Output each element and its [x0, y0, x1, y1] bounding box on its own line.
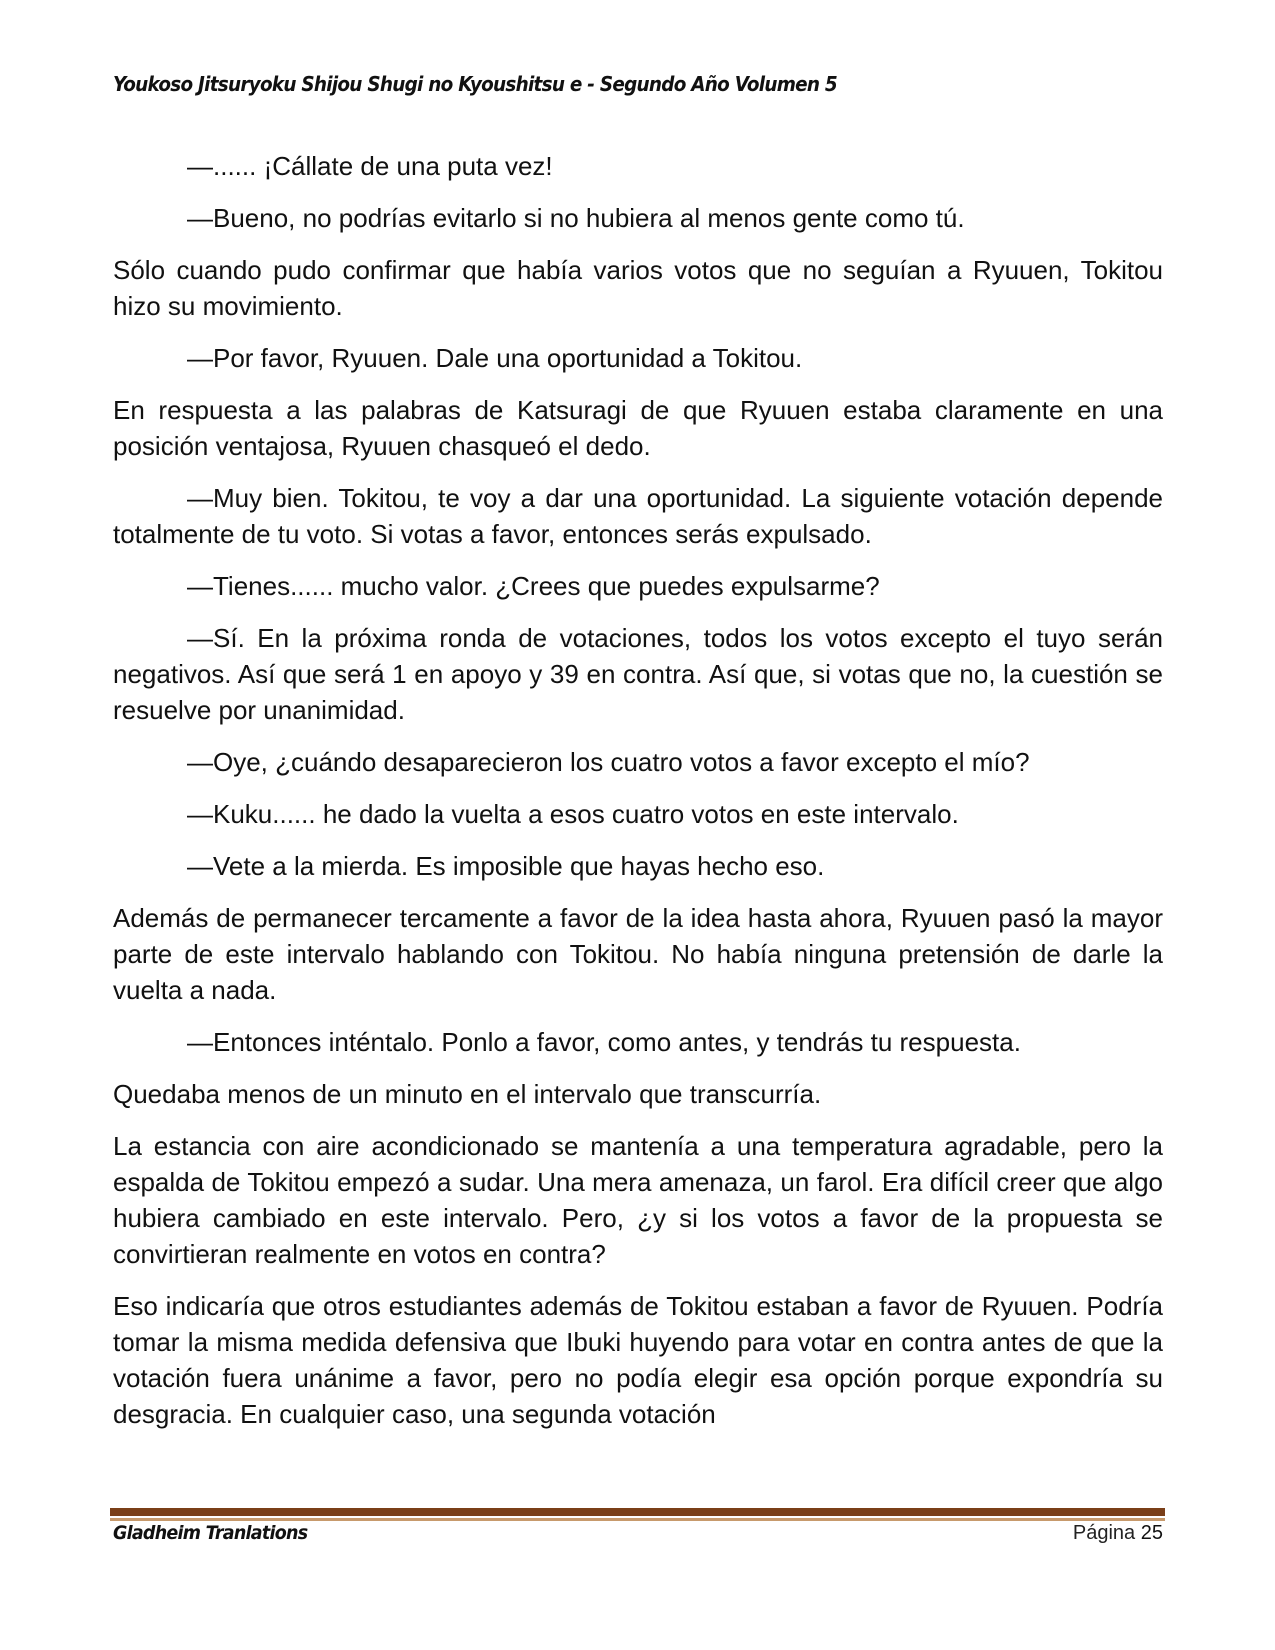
dialogue-paragraph: —Bueno, no podrías evitarlo si no hubiera al menos gente como tú. — [187, 203, 965, 233]
dialogue-paragraph: —Tienes...... mucho valor. ¿Crees que puedes expulsarme? — [187, 571, 880, 601]
dialogue-paragraph: —Por favor, Ryuuen. Dale una oportunidad a Tokitou. — [187, 343, 803, 373]
dialogue-paragraph: —Sí. En la próxima ronda de votaciones, todos los votos excepto el tuyo serán negativos. Así que será 1 en apoyo y 39 en contra. Así que, si votas que no, la cuestión se resuelve por unanimidad. — [113, 623, 1163, 725]
narration-paragraph: Quedaba menos de un minuto en el intervalo que transcurría. — [113, 1079, 822, 1109]
narration-paragraph: La estancia con aire acondicionado se mantenía a una temperatura agradable, pero la espalda de Tokitou empezó a sudar. Una mera amenaza, un farol. Era difícil creer que algo hubiera cambiado en este intervalo. Pero, ¿y si los votos a favor de la propuesta se convirtieran realmente en votos en contra? — [113, 1131, 1163, 1269]
page-number — [1073, 1522, 1163, 1545]
narration-paragraph: Eso indicaría que otros estudiantes además de Tokitou estaban a favor de Ryuuen. Podría tomar la misma medida defensiva que Ibuki huyendo para votar en contra antes de que la votación fuera unánime a favor, pero no podía elegir esa opción porque expondría su desgracia. En cualquier caso, una segunda votación — [113, 1291, 1163, 1429]
narration-paragraph: Además de permanecer tercamente a favor de la idea hasta ahora, Ryuuen pasó la mayor parte de este intervalo hablando con Tokitou. No había ninguna pretensión de darle la vuelta a nada. — [113, 903, 1163, 1005]
footer-divider — [110, 1508, 1165, 1518]
dialogue-paragraph: —Muy bien. Tokitou, te voy a dar una oportunidad. La siguiente votación depende totalmente de tu voto. Si votas a favor, entonces serás expulsado. — [113, 483, 1163, 549]
dialogue-paragraph: —Vete a la mierda. Es imposible que hayas hecho eso. — [187, 851, 825, 881]
narration-paragraph: En respuesta a las palabras de Katsuragi de que Ryuuen estaba claramente en una posición ventajosa, Ryuuen chasqueó el dedo. — [113, 395, 1163, 461]
page-body — [113, 148, 1163, 1448]
page-number-value: 25 — [1140, 1522, 1163, 1544]
dialogue-paragraph: —Entonces inténtalo. Ponlo a favor, como antes, y tendrás tu respuesta. — [187, 1027, 1021, 1057]
narration-paragraph: Sólo cuando pudo confirmar que había varios votos que no seguían a Ryuuen, Tokitou hizo su movimiento. — [113, 255, 1163, 321]
running-header: Youkoso Jitsuryoku Shijou Shugi no Kyoushitsu e - Segundo Año Volumen 5 — [113, 72, 837, 96]
dialogue-paragraph: —...... ¡Cállate de una puta vez! — [187, 151, 553, 181]
dialogue-paragraph: —Kuku...... he dado la vuelta a esos cuatro votos en este intervalo. — [187, 799, 959, 829]
footer-publisher: Gladheim Tranlations — [113, 1522, 308, 1544]
page-label: Página — [1072, 1522, 1136, 1544]
dialogue-paragraph: —Oye, ¿cuándo desaparecieron los cuatro votos a favor excepto el mío? — [187, 747, 1030, 777]
